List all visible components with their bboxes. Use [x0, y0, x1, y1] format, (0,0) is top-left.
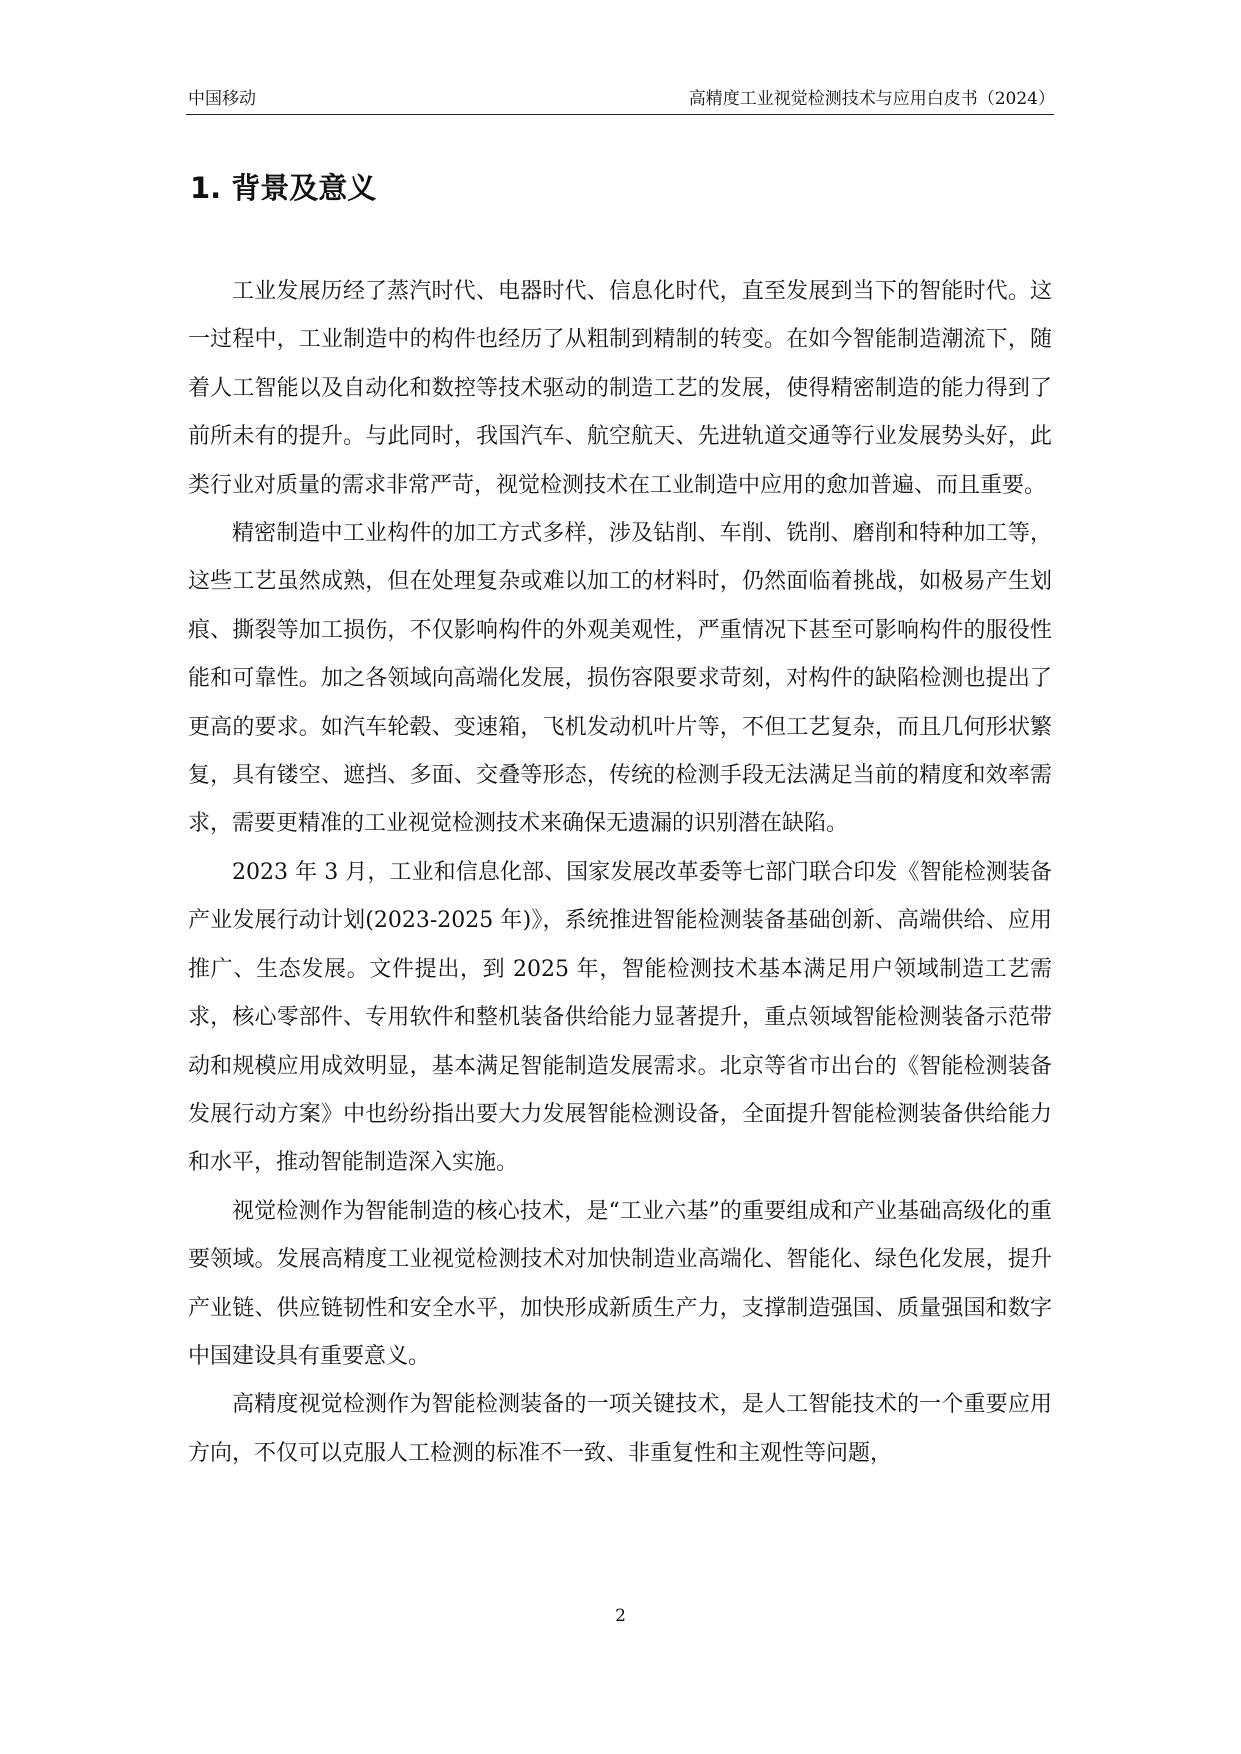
- paragraph: 视觉检测作为智能制造的核心技术，是“工业六基”的重要组成和产业基础高级化的重要领域。发展高精度工业视觉检测技术对加快制造业高端化、智能化、绿色化发展，提升产业链、供应链韧性和安全水平，加快形成新质生产力，支撑制造强国、质量强国和数字中国建设具有重要意义。: [188, 1198, 1052, 1369]
- paragraph: 工业发展历经了蒸汽时代、电器时代、信息化时代，直至发展到当下的智能时代。这一过程中，工业制造中的构件也经历了从粗制到精制的转变。在如今智能制造潮流下，随着人工智能以及自动化和数控等技术驱动的制造工艺的发展，使得精密制造的能力得到了前所未有的提升。与此同时，我国汽车、航空航天、先进轨道交通等行业发展势头好，此类行业对质量的需求非常严苛，视觉检测技术在工业制造中应用的愈加普遍、而且重要。: [188, 279, 1052, 498]
- page-number: 2: [615, 1606, 626, 1626]
- header-document-title: 高精度工业视觉检测技术与应用白皮书（2024）: [688, 89, 1055, 109]
- body-text: [188, 268, 1052, 1478]
- header-divider: [186, 114, 1054, 115]
- paragraph: 精密制造中工业构件的加工方式多样，涉及钻削、车削、铣削、磨削和特种加工等，这些工艺虽然成熟，但在处理复杂或难以加工的材料时，仍然面临着挑战，如极易产生划痕、撕裂等加工损伤，不仅影响构件的外观美观性，严重情况下甚至可影响构件的服役性能和可靠性。加之各领域向高端化发展，损伤容限要求苛刻，对构件的缺陷检测也提出了更高的要求。如汽车轮毂、变速箱，飞机发动机叶片等，不但工艺复杂，而且几何形状繁复，具有镂空、遮挡、多面、交叠等形态，传统的检测手段无法满足当前的精度和效率需求，需要更精准的工业视觉检测技术来确保无遗漏的识别潜在缺陷。: [188, 521, 1052, 837]
- paragraph: 高精度视觉检测作为智能检测装备的一项关键技术，是人工智能技术的一个重要应用方向，不仅可以克服人工检测的标准不一致、非重复性和主观性等问题，: [188, 1392, 1052, 1466]
- paragraph: 2023 年 3 月，工业和信息化部、国家发展改革委等七部门联合印发《智能检测装备产业发展行动计划(2023-2025 年)》，系统推进智能检测装备基础创新、高端供给、应用推广、生态发展。文件提出，到 2025 年，智能检测技术基本满足用户领域制造工艺需求，核心零部件、专用软件和整机装备供给能力显著提升，重点领域智能检测装备示范带动和规模应用成效明显，基本满足智能制造发展需求。北京等省市出台的《智能检测装备发展行动方案》中也纷纷指出要大力发展智能检测设备，全面提升智能检测装备供给能力和水平，推动智能制造深入实施。: [188, 859, 1052, 1176]
- header-org-name: 中国移动: [188, 89, 256, 109]
- section-heading: 1. 背景及意义: [190, 171, 377, 205]
